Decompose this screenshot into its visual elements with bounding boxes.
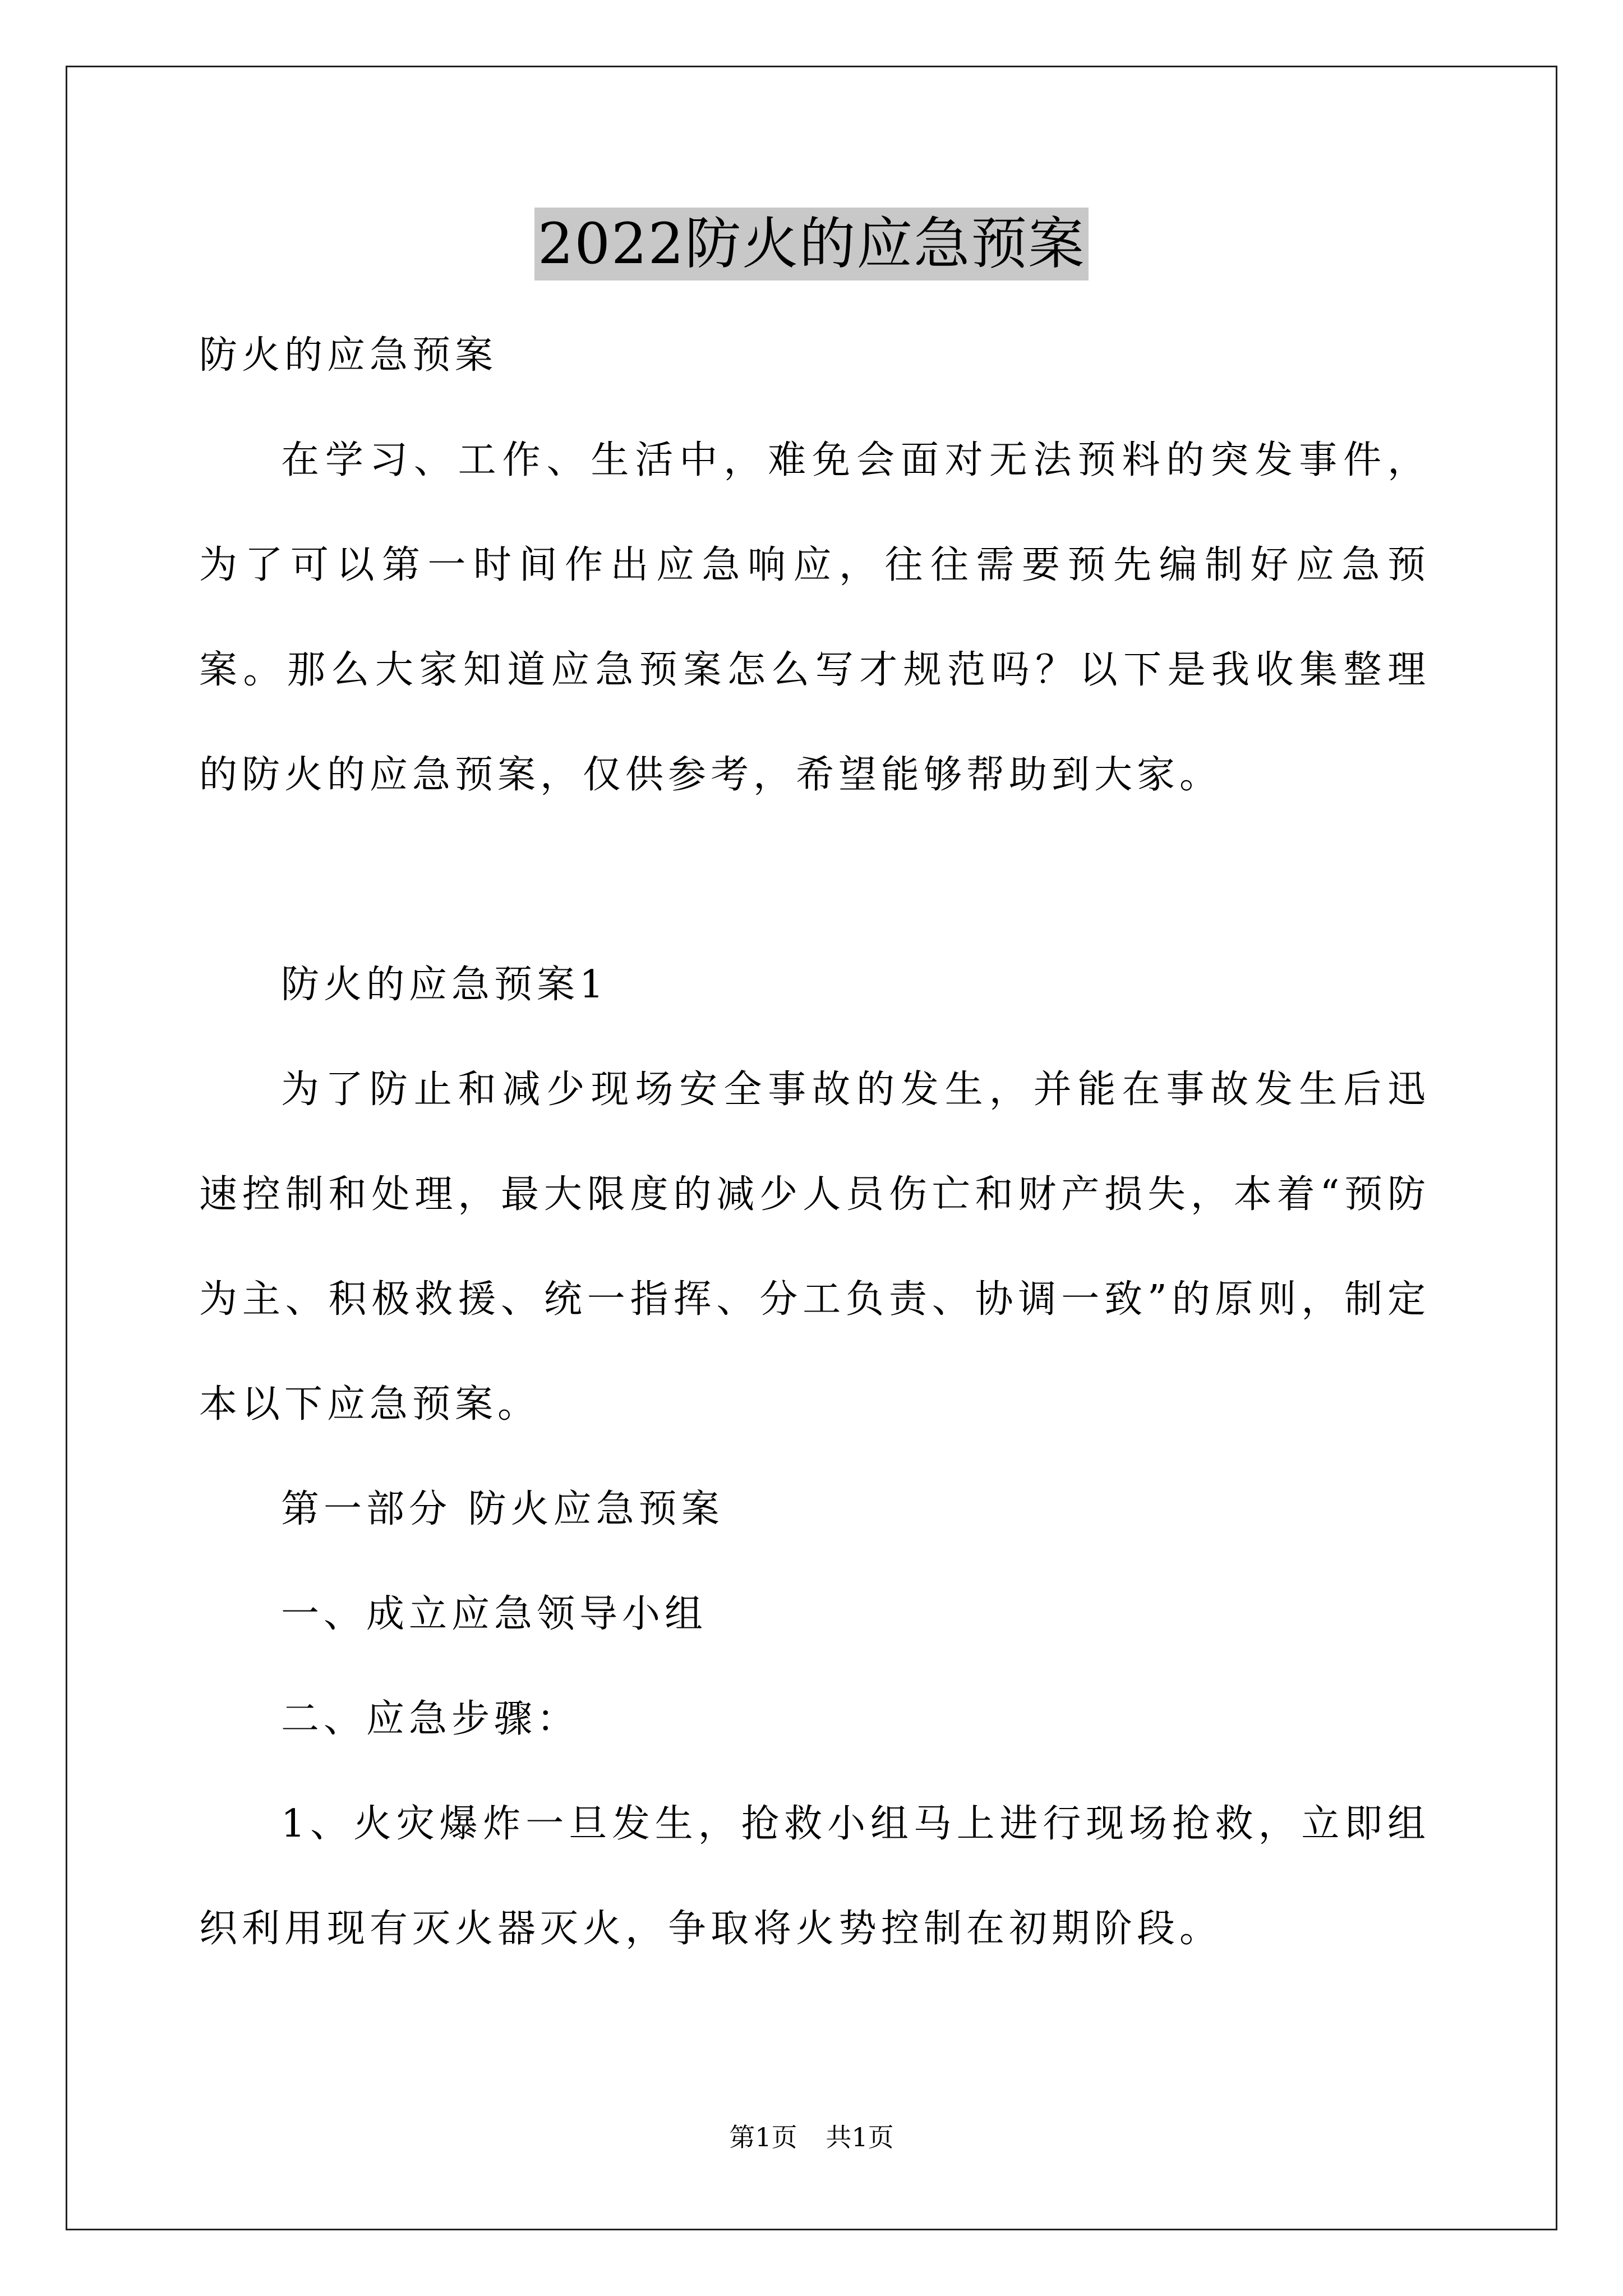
page-number-current: 第1页 <box>729 2122 797 2152</box>
list-item-2: 二、应急步骤： <box>281 1697 580 1741</box>
title-container <box>0 208 1623 280</box>
page-footer <box>0 2120 1623 2154</box>
page-number-total: 共1页 <box>826 2122 894 2152</box>
document-body <box>199 303 1430 1981</box>
subtitle: 防火的应急预案 <box>199 333 498 378</box>
section-paragraph: 为了防止和减少现场安全事故的发生，并能在事故发生后迅速控制和处理，最大限度的减少人员伤亡和财产损失，本着“预防为主、积极救援、统一指挥、分工负责、协调一致”的原则，制定本以下应急预案。 <box>199 1068 1430 1427</box>
list-item-1: 一、成立应急领导小组 <box>281 1592 708 1636</box>
part-heading: 第一部分 防火应急预案 <box>281 1487 724 1531</box>
intro-paragraph: 在学习、工作、生活中，难免会面对无法预料的突发事件，为了可以第一时间作出应急响应，往往需要预先编制好应急预案。那么大家知道应急预案怎么写才规范吗？以下是我收集整理的防火的应急预案，仅供参考，希望能够帮助到大家。 <box>199 438 1430 797</box>
step-1-paragraph: 1、火灾爆炸一旦发生，抢救小组马上进行现场抢救，立即组织利用现有灭火器灭火，争取将火势控制在初期阶段。 <box>199 1802 1430 1951</box>
document-title: 2022防火的应急预案 <box>534 208 1089 280</box>
section-heading: 防火的应急预案1 <box>281 963 608 1007</box>
paragraph-gap <box>199 827 1430 932</box>
